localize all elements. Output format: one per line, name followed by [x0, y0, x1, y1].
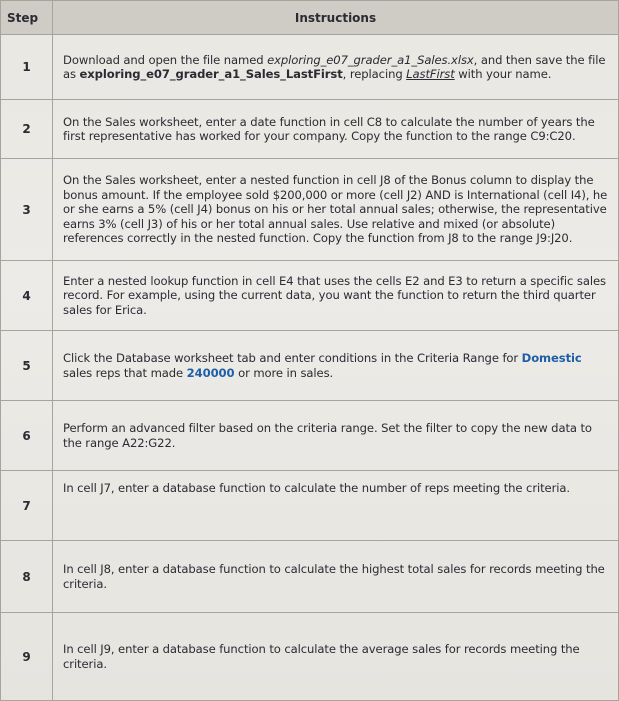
- table-row: [1, 261, 619, 331]
- table-row: [1, 35, 619, 100]
- instruction-text: Click the Database worksheet tab and enter conditions in the Criteria Range for Domestic sales reps that made 240000 or more in sales.: [53, 331, 619, 401]
- table-row: [1, 471, 619, 541]
- table-row: [1, 331, 619, 401]
- step-number: 6: [1, 401, 53, 471]
- table-row: [1, 613, 619, 701]
- step-number: 5: [1, 331, 53, 401]
- instruction-text: Enter a nested lookup function in cell E4 that uses the cells E2 and E3 to return a specific sales record. For example, using the current data, you want the function to return the third quarter sales for Erica.: [53, 261, 619, 331]
- table-row: [1, 159, 619, 261]
- instruction-text: Perform an advanced filter based on the criteria range. Set the filter to copy the new data to the range A22:G22.: [53, 401, 619, 471]
- step-number: 8: [1, 541, 53, 613]
- step-column-header: Step: [1, 1, 53, 35]
- instruction-text: In cell J9, enter a database function to calculate the average sales for records meeting the criteria.: [53, 613, 619, 701]
- table-row: [1, 541, 619, 613]
- instruction-text: On the Sales worksheet, enter a nested function in cell J8 of the Bonus column to display the bonus amount. If the employee sold $200,000 or more (cell J2) AND is International (cell I4), he or she earns a 5% (cell J4) bonus on his or her total annual sales; otherwise, the representative earns 3% (cell J3) of his or her total annual sales. Use relative and mixed (or absolute) references correctly in the nested function. Copy the function from J8 to the range J9:J20.: [53, 159, 619, 261]
- instruction-text: In cell J7, enter a database function to calculate the number of reps meeting the criteria.: [53, 471, 619, 541]
- step-number: 1: [1, 35, 53, 100]
- table-row: [1, 100, 619, 159]
- step-number: 2: [1, 100, 53, 159]
- step-number: 4: [1, 261, 53, 331]
- table-header-row: [1, 1, 619, 35]
- instruction-text: Download and open the file named exploring_e07_grader_a1_Sales.xlsx, and then save the file as exploring_e07_grader_a1_Sales_LastFirst, replacing LastFirst with your name.: [53, 35, 619, 100]
- step-number: 7: [1, 471, 53, 541]
- instructions-column-header: Instructions: [53, 1, 619, 35]
- step-number: 9: [1, 613, 53, 701]
- table-row: [1, 401, 619, 471]
- instruction-text: On the Sales worksheet, enter a date function in cell C8 to calculate the number of years the first representative has worked for your company. Copy the function to the range C9:C20.: [53, 100, 619, 159]
- step-number: 3: [1, 159, 53, 261]
- instruction-text: In cell J8, enter a database function to calculate the highest total sales for records meeting the criteria.: [53, 541, 619, 613]
